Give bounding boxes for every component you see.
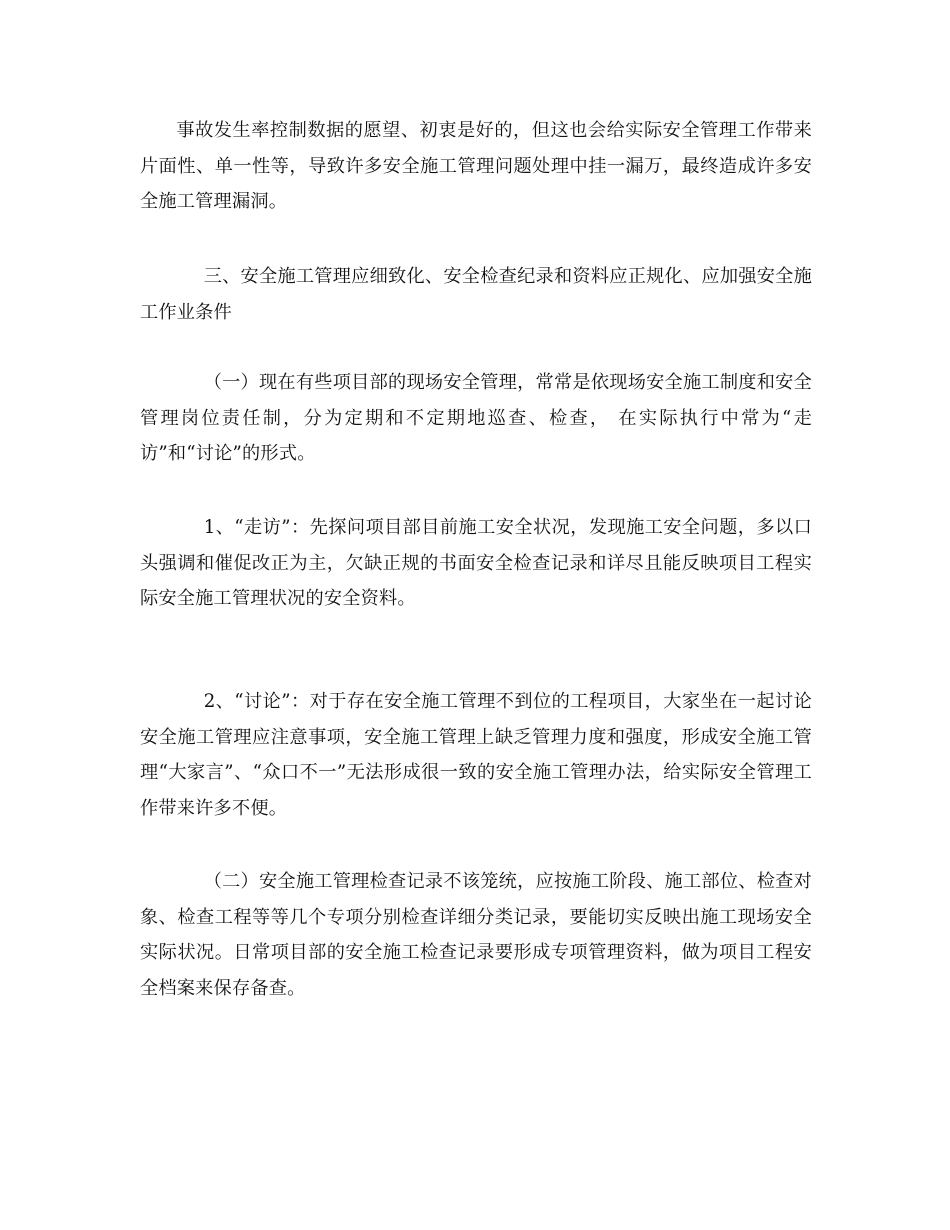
section-heading-three: 三、安全施工管理应细致化、安全检查纪录和资料应正规化、应加强安全施工作业条件 — [140, 266, 812, 323]
paragraph-discussion: 2、“讨论”：对于存在安全施工管理不到位的工程项目，大家坐在一起讨论安全施工管理应注意事项，安全施工管理上缺乏管理力度和强度，形成安全施工管理“大家言”、“众口不一”无法形成很一致的安全施工管理办法，给实际安全管理工作带来许多不便。 — [140, 691, 812, 819]
paragraph-accident-rate: 事故发生率控制数据的愿望、初衷是好的，但这也会给实际安全管理工作带来片面性、单一性等，导致许多安全施工管理问题处理中挂一漏万，最终造成许多安全施工管理漏洞。 — [140, 120, 812, 212]
paragraph-item-two: （二）安全施工管理检查记录不该笼统，应按施工阶段、施工部位、检查对象、检查工程等等几个专项分别检查详细分类记录，要能切实反映出施工现场安全实际状况。日常项目部的安全施工检查记录要形成专项管理资料，做为项目工程安全档案来保存备查。 — [140, 871, 812, 999]
paragraph-visit: 1、“走访”：先探问项目部目前施工安全状况，发现施工安全问题，多以口头强调和催促改正为主，欠缺正规的书面安全检查记录和详尽且能反映项目工程实际安全施工管理状况的安全资料。 — [140, 517, 812, 609]
paragraph-item-one: （一）现在有些项目部的现场安全管理，常常是依现场安全施工制度和安全管理岗位责任制，分为定期和不定期地巡查、检查， 在实际执行中常为“走访”和“讨论”的形式。 — [140, 372, 812, 464]
